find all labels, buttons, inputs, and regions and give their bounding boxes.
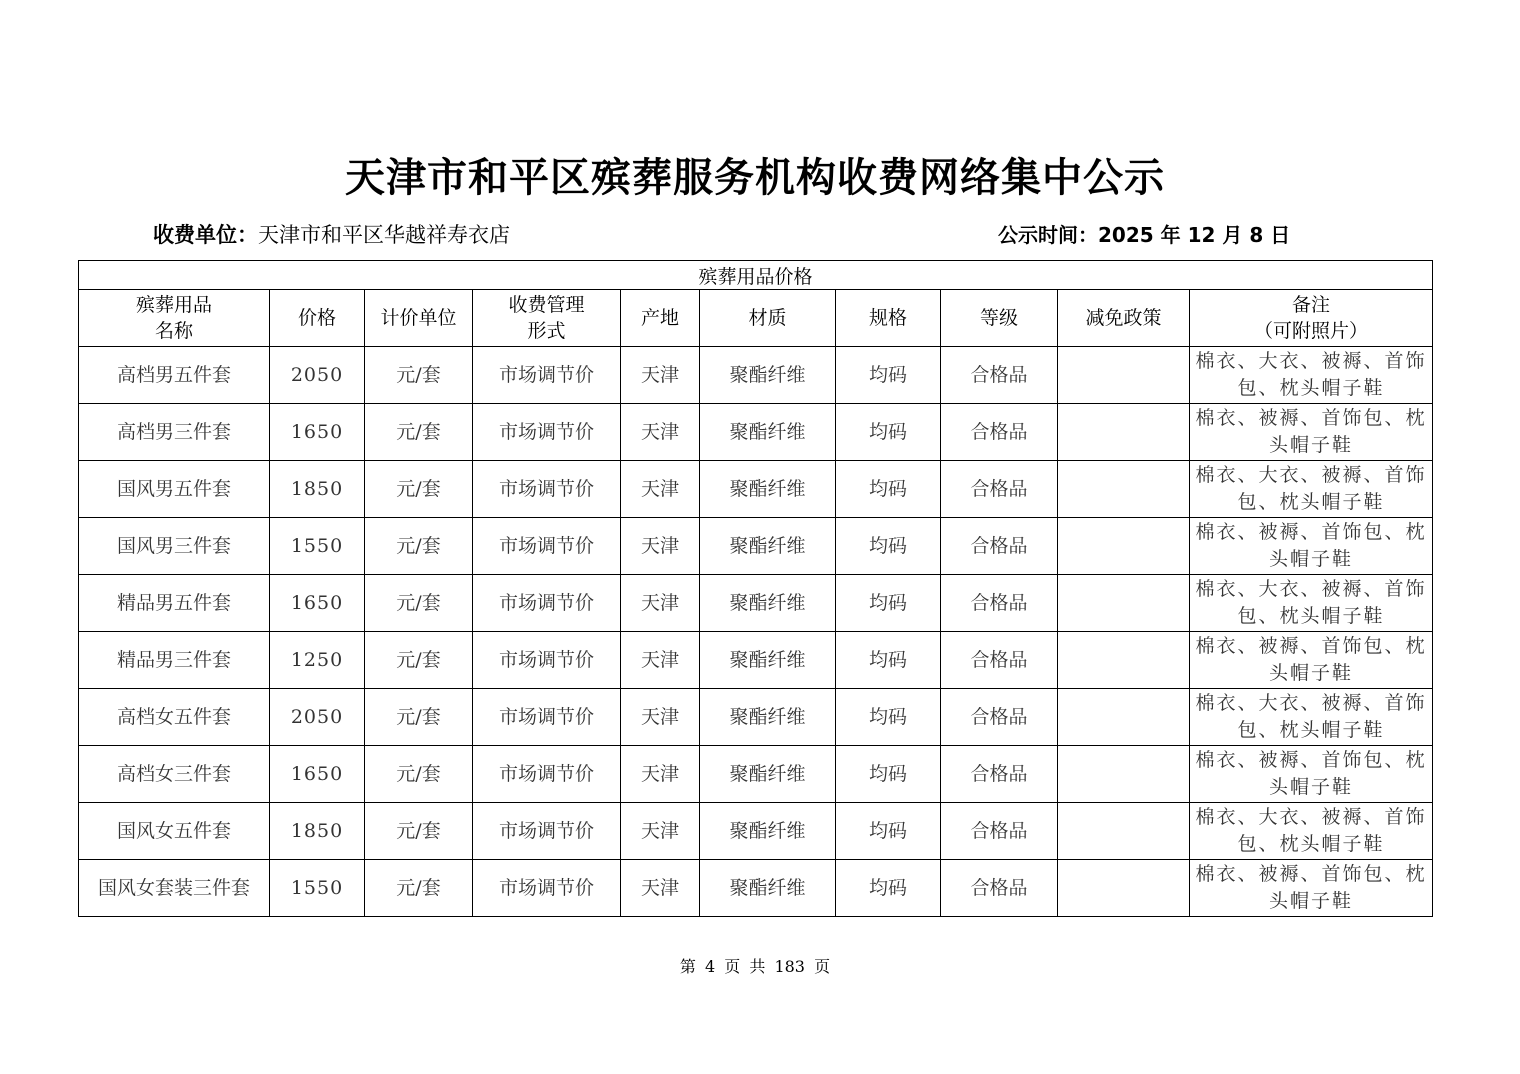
table-row <box>79 746 1433 803</box>
cell-mgmt: 市场调节价 <box>473 575 621 632</box>
cell-note: 棉衣、被褥、首饰包、枕头帽子鞋 <box>1190 860 1433 917</box>
cell-note: 棉衣、大衣、被褥、首饰包、枕头帽子鞋 <box>1190 575 1433 632</box>
cell-material: 聚酯纤维 <box>700 632 836 689</box>
cell-name: 高档女三件套 <box>79 746 270 803</box>
cell-unit: 元/套 <box>365 860 473 917</box>
charging-unit-name: 天津市和平区华越祥寿衣店 <box>258 223 510 247</box>
cell-mgmt: 市场调节价 <box>473 632 621 689</box>
header-note <box>1190 290 1433 347</box>
cell-material: 聚酯纤维 <box>700 404 836 461</box>
cell-unit: 元/套 <box>365 575 473 632</box>
cell-price: 1550 <box>270 860 365 917</box>
header-note-line2: （可附照片） <box>1254 320 1369 342</box>
cell-spec: 均码 <box>836 689 941 746</box>
header-mgmt-line1: 收费管理 <box>508 294 585 316</box>
cell-spec: 均码 <box>836 404 941 461</box>
cell-policy <box>1058 518 1190 575</box>
cell-mgmt: 市场调节价 <box>473 803 621 860</box>
cell-note: 棉衣、被褥、首饰包、枕头帽子鞋 <box>1190 404 1433 461</box>
cell-spec: 均码 <box>836 632 941 689</box>
cell-origin: 天津 <box>621 746 700 803</box>
cell-material: 聚酯纤维 <box>700 461 836 518</box>
cell-price: 1550 <box>270 518 365 575</box>
cell-material: 聚酯纤维 <box>700 347 836 404</box>
cell-price: 1850 <box>270 461 365 518</box>
cell-spec: 均码 <box>836 461 941 518</box>
charging-unit-label: 收费单位： <box>153 223 258 247</box>
cell-name: 国风女套装三件套 <box>79 860 270 917</box>
cell-name: 高档女五件套 <box>79 689 270 746</box>
cell-grade: 合格品 <box>941 746 1058 803</box>
cell-note: 棉衣、大衣、被褥、首饰包、枕头帽子鞋 <box>1190 347 1433 404</box>
page-footer: 第 4 页 共 183 页 <box>679 957 831 976</box>
cell-spec: 均码 <box>836 746 941 803</box>
cell-price: 2050 <box>270 689 365 746</box>
cell-name: 国风男五件套 <box>79 461 270 518</box>
cell-price: 1250 <box>270 632 365 689</box>
cell-note: 棉衣、大衣、被褥、首饰包、枕头帽子鞋 <box>1190 689 1433 746</box>
cell-unit: 元/套 <box>365 746 473 803</box>
cell-grade: 合格品 <box>941 689 1058 746</box>
cell-origin: 天津 <box>621 404 700 461</box>
header-mgmt <box>473 290 621 347</box>
cell-spec: 均码 <box>836 803 941 860</box>
cell-grade: 合格品 <box>941 404 1058 461</box>
cell-policy <box>1058 347 1190 404</box>
cell-policy <box>1058 689 1190 746</box>
cell-origin: 天津 <box>621 461 700 518</box>
cell-price: 1650 <box>270 404 365 461</box>
header-price: 价格 <box>270 290 365 347</box>
cell-grade: 合格品 <box>941 632 1058 689</box>
cell-origin: 天津 <box>621 803 700 860</box>
cell-unit: 元/套 <box>365 404 473 461</box>
price-table <box>78 260 1433 917</box>
table-row <box>79 461 1433 518</box>
cell-origin: 天津 <box>621 860 700 917</box>
table-row <box>79 860 1433 917</box>
cell-origin: 天津 <box>621 347 700 404</box>
header-material: 材质 <box>700 290 836 347</box>
cell-unit: 元/套 <box>365 689 473 746</box>
cell-name: 高档男三件套 <box>79 404 270 461</box>
table-row <box>79 632 1433 689</box>
page-title: 天津市和平区殡葬服务机构收费网络集中公示 <box>345 154 1165 201</box>
cell-name: 高档男五件套 <box>79 347 270 404</box>
cell-unit: 元/套 <box>365 803 473 860</box>
cell-note: 棉衣、被褥、首饰包、枕头帽子鞋 <box>1190 632 1433 689</box>
cell-policy <box>1058 860 1190 917</box>
cell-name: 国风女五件套 <box>79 803 270 860</box>
header-name-line1: 殡葬用品 <box>135 294 212 316</box>
cell-origin: 天津 <box>621 575 700 632</box>
cell-note: 棉衣、被褥、首饰包、枕头帽子鞋 <box>1190 746 1433 803</box>
cell-spec: 均码 <box>836 575 941 632</box>
header-name-line2: 名称 <box>154 320 193 342</box>
cell-policy <box>1058 632 1190 689</box>
cell-mgmt: 市场调节价 <box>473 518 621 575</box>
cell-price: 2050 <box>270 347 365 404</box>
cell-origin: 天津 <box>621 518 700 575</box>
cell-mgmt: 市场调节价 <box>473 347 621 404</box>
charging-unit <box>153 219 510 249</box>
cell-spec: 均码 <box>836 347 941 404</box>
cell-note: 棉衣、被褥、首饰包、枕头帽子鞋 <box>1190 518 1433 575</box>
cell-origin: 天津 <box>621 632 700 689</box>
cell-policy <box>1058 575 1190 632</box>
header-spec: 规格 <box>836 290 941 347</box>
header-origin: 产地 <box>621 290 700 347</box>
header-name <box>79 290 270 347</box>
cell-name: 国风男三件套 <box>79 518 270 575</box>
cell-grade: 合格品 <box>941 860 1058 917</box>
cell-spec: 均码 <box>836 860 941 917</box>
cell-unit: 元/套 <box>365 347 473 404</box>
cell-grade: 合格品 <box>941 518 1058 575</box>
cell-material: 聚酯纤维 <box>700 803 836 860</box>
cell-unit: 元/套 <box>365 518 473 575</box>
cell-name: 精品男三件套 <box>79 632 270 689</box>
header-policy: 减免政策 <box>1058 290 1190 347</box>
table-row <box>79 575 1433 632</box>
cell-mgmt: 市场调节价 <box>473 461 621 518</box>
cell-spec: 均码 <box>836 518 941 575</box>
publish-date: 公示时间：2025 年 12 月 8 日 <box>998 223 1291 247</box>
cell-grade: 合格品 <box>941 461 1058 518</box>
cell-material: 聚酯纤维 <box>700 575 836 632</box>
cell-material: 聚酯纤维 <box>700 689 836 746</box>
table-row <box>79 803 1433 860</box>
table-row <box>79 689 1433 746</box>
cell-mgmt: 市场调节价 <box>473 404 621 461</box>
cell-grade: 合格品 <box>941 803 1058 860</box>
header-grade: 等级 <box>941 290 1058 347</box>
cell-price: 1850 <box>270 803 365 860</box>
table-row <box>79 518 1433 575</box>
cell-note: 棉衣、大衣、被褥、首饰包、枕头帽子鞋 <box>1190 803 1433 860</box>
cell-material: 聚酯纤维 <box>700 746 836 803</box>
cell-material: 聚酯纤维 <box>700 860 836 917</box>
cell-mgmt: 市场调节价 <box>473 860 621 917</box>
cell-unit: 元/套 <box>365 632 473 689</box>
header-unit: 计价单位 <box>365 290 473 347</box>
cell-policy <box>1058 404 1190 461</box>
cell-note: 棉衣、大衣、被褥、首饰包、枕头帽子鞋 <box>1190 461 1433 518</box>
header-note-line1: 备注 <box>1292 294 1331 316</box>
cell-material: 聚酯纤维 <box>700 518 836 575</box>
table-row <box>79 404 1433 461</box>
cell-unit: 元/套 <box>365 461 473 518</box>
table-header-row <box>79 290 1433 347</box>
header-mgmt-line2: 形式 <box>527 320 566 342</box>
cell-name: 精品男五件套 <box>79 575 270 632</box>
cell-policy <box>1058 461 1190 518</box>
cell-price: 1650 <box>270 746 365 803</box>
cell-price: 1650 <box>270 575 365 632</box>
cell-mgmt: 市场调节价 <box>473 746 621 803</box>
cell-origin: 天津 <box>621 689 700 746</box>
cell-grade: 合格品 <box>941 575 1058 632</box>
cell-policy <box>1058 746 1190 803</box>
table-row <box>79 347 1433 404</box>
cell-policy <box>1058 803 1190 860</box>
cell-mgmt: 市场调节价 <box>473 689 621 746</box>
table-caption: 殡葬用品价格 <box>79 261 1433 290</box>
cell-grade: 合格品 <box>941 347 1058 404</box>
